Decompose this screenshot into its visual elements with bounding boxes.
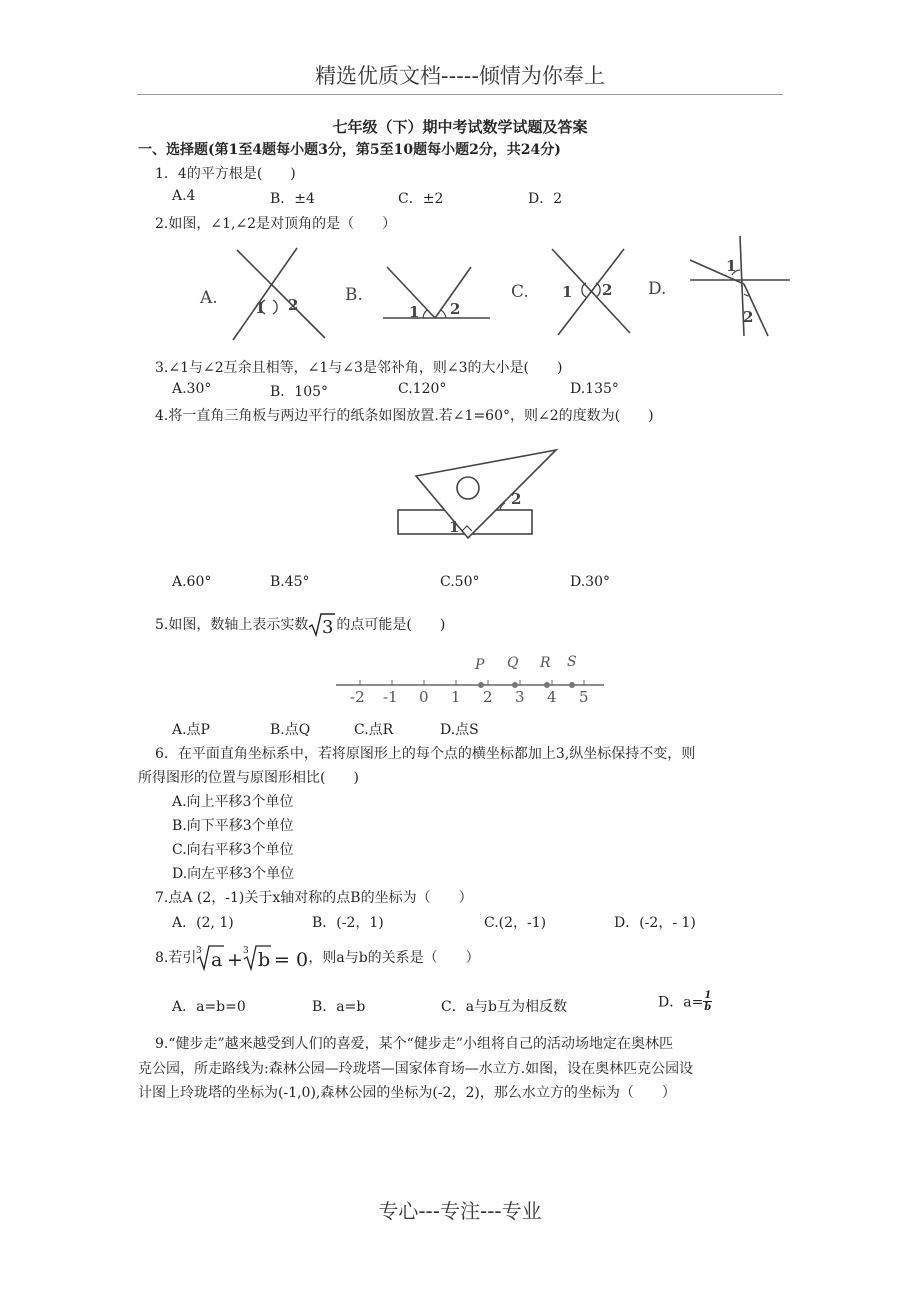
q6-option-a: A.向上平移3个单位 [172, 794, 294, 810]
question-2: 2.如图，∠1,∠2是对顶角的是（ ） [155, 216, 397, 232]
q3-option-d: D.135° [570, 381, 619, 397]
q6-option-b: B.向下平移3个单位 [172, 818, 294, 834]
q7-option-a: A．(2, 1) [172, 915, 234, 931]
fraction-1-over-b: $\frac{1}{b}$ [704, 990, 712, 1013]
question-1: 1．4的平方根是( ) [155, 166, 296, 182]
q2-label-c: C. [511, 282, 529, 302]
q7-option-d: D．(-2，- 1) [614, 915, 696, 931]
q1-option-b: B．±4 [270, 191, 315, 207]
question-6-line-2: 所得图形的位置与原图形相比( ) [138, 770, 359, 786]
svg-text:3: 3 [243, 946, 250, 956]
svg-text:S: S [567, 654, 577, 670]
svg-text:1: 1 [562, 283, 573, 301]
svg-text:Q: Q [507, 655, 519, 671]
q7-option-b: B．(-2，1) [312, 915, 384, 931]
q5-number-line [334, 652, 606, 708]
svg-text:+: + [227, 949, 244, 971]
question-4: 4.将一直角三角板与两边平行的纸条如图放置.若∠1=60°，则∠2的度数为( ) [155, 408, 654, 424]
question-7: 7.点A (2，-1)关于x轴对称的点B的坐标为（ ） [155, 890, 473, 906]
q3-option-c: C.120° [398, 381, 447, 397]
svg-text:4: 4 [547, 688, 557, 706]
q2-figure-a [195, 238, 335, 348]
q3-option-a: A.30° [172, 381, 212, 397]
q8-option-d: D．a= $\frac{1}{b}$ [658, 990, 712, 1013]
q4-option-c: C.50° [440, 574, 480, 590]
q1-option-d: D．2 [528, 191, 563, 207]
q8-option-a: A．a=b=0 [172, 999, 246, 1015]
svg-text:1: 1 [451, 688, 461, 706]
q4-option-a: A.60° [172, 574, 212, 590]
page-header: 精选优质文档-----倾情为你奉上 [315, 64, 605, 88]
q8-option-c: C．a与b互为相反数 [441, 999, 568, 1015]
q7-option-c: C.(2，-1) [484, 915, 547, 931]
svg-text:2: 2 [602, 281, 613, 299]
q1-option-a: A.4 [172, 188, 196, 204]
page-footer: 专心---专注---专业 [378, 1199, 542, 1223]
svg-text:3: 3 [515, 688, 525, 706]
q5-option-b: B.点Q [270, 722, 311, 738]
svg-text:2: 2 [483, 688, 493, 706]
question-3: 3.∠1与∠2互余且相等，∠1与∠3是邻补角，则∠3的大小是( ) [155, 360, 563, 376]
svg-text:3: 3 [196, 946, 203, 956]
svg-text:b: b [258, 949, 271, 971]
q4-option-d: D.30° [570, 574, 610, 590]
q3-option-b: B．105° [270, 384, 329, 400]
svg-text:= 0: = 0 [274, 949, 309, 971]
q5-option-a: A.点P [172, 722, 210, 738]
svg-text:-1: -1 [383, 688, 398, 706]
svg-text:-2: -2 [350, 688, 365, 706]
question-5: 5.如图，数轴上表示实数 3 的点可能是( ) [155, 612, 445, 638]
cube-root-expression [196, 942, 308, 972]
svg-text:1: 1 [255, 299, 266, 317]
question-8: 8.若引 3 a + 3 b = 0 ，则a与b的关系是（ ） [155, 942, 480, 972]
svg-text:a: a [211, 949, 223, 971]
svg-text:0: 0 [419, 688, 429, 706]
header-divider [137, 94, 783, 95]
svg-text:1: 1 [726, 257, 737, 275]
section-heading: 一、选择题(第1至4题每小题3分，第5至10题每小题2分，共24分) [138, 142, 561, 158]
q2-figure-b [343, 255, 493, 330]
svg-text:P: P [475, 657, 485, 673]
svg-text:2: 2 [288, 296, 299, 314]
question-9-line-3: 计图上玲珑塔的坐标为(-1,0),森林公园的坐标为(-2，2)，那么水立方的坐标为（ ） [138, 1085, 676, 1101]
q1-option-c: C．±2 [398, 191, 444, 207]
svg-text:2: 2 [743, 308, 754, 326]
q2-label-a: A. [200, 288, 218, 308]
q6-option-d: D.向左平移3个单位 [172, 866, 295, 882]
q2-figure-d [646, 232, 792, 340]
q5-option-c: C.点R [354, 722, 394, 738]
q4-option-b: B.45° [270, 574, 310, 590]
svg-text:5: 5 [579, 688, 589, 706]
sqrt3-expression [308, 612, 336, 638]
svg-text:2: 2 [450, 300, 461, 318]
question-9-line-1: 9.“健步走”越来越受到人们的喜爱，某个“健步走”小组将自己的活动场地定在奥林匹 [155, 1036, 673, 1052]
exam-title: 七年级（下）期中考试数学试题及答案 [332, 118, 588, 136]
svg-text:3: 3 [322, 617, 334, 638]
q5-option-d: D.点S [440, 722, 479, 738]
q2-figure-c [508, 245, 638, 340]
question-6-line-1: 6．在平面直角坐标系中，若将原图形上的每个点的横坐标都加上3,纵坐标保持不变，则 [155, 746, 696, 762]
q6-option-c: C.向右平移3个单位 [172, 842, 294, 858]
q4-figure [394, 446, 564, 546]
svg-text:1: 1 [409, 303, 420, 321]
q2-label-d: D. [648, 279, 667, 299]
svg-text:R: R [540, 655, 551, 671]
svg-text:1: 1 [449, 518, 460, 536]
q2-label-b: B. [345, 285, 363, 305]
question-9-line-2: 克公园，所走路线为:森林公园—玲珑塔—国家体育场—水立方.如图，设在奥林匹克公园设 [138, 1061, 694, 1077]
q8-option-b: B．a=b [312, 999, 366, 1015]
svg-text:2: 2 [511, 490, 522, 508]
